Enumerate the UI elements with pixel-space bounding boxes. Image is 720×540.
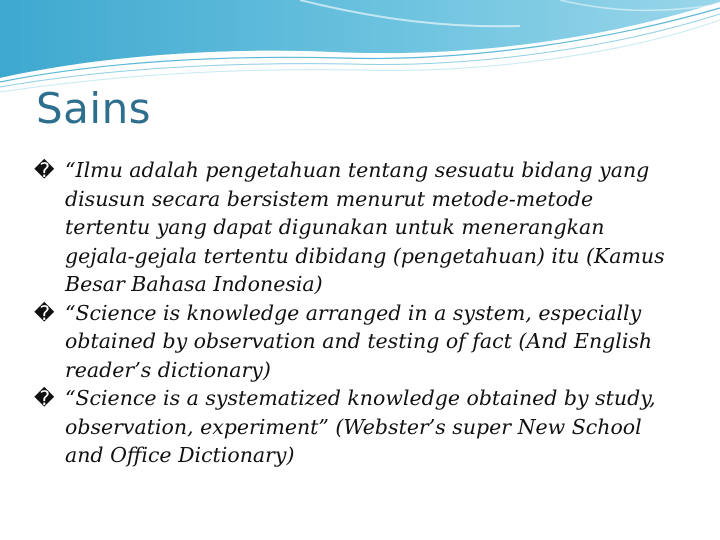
bullet-glyph: � xyxy=(34,386,55,410)
bullet-glyph: � xyxy=(34,158,55,182)
list-item xyxy=(34,156,674,299)
slide-title: Sains xyxy=(36,84,152,133)
header-wave-decoration xyxy=(0,0,720,95)
list-item xyxy=(34,384,674,470)
slide-body xyxy=(34,156,674,470)
list-item xyxy=(34,299,674,385)
list-item-text: “Science is a systematized knowledge obtained by study, observation, experiment” (Webster’s super New School and Office Dictionary) xyxy=(65,386,656,467)
list-item-text: “Science is knowledge arranged in a system, especially obtained by observation and testing of fact (And English reader’s dictionary) xyxy=(65,300,653,382)
list-item-text: “Ilmu adalah pengetahuan tentang sesuatu bidang yang disusun secara bersistem menurut metode-metode tertentu yang dapat digunakan untuk menerangkan gejala-gejala tertentu dibidang (pengetahuan) itu (Kamus Besar Bahasa Indonesia) xyxy=(65,158,665,296)
bullet-glyph: � xyxy=(34,300,55,325)
